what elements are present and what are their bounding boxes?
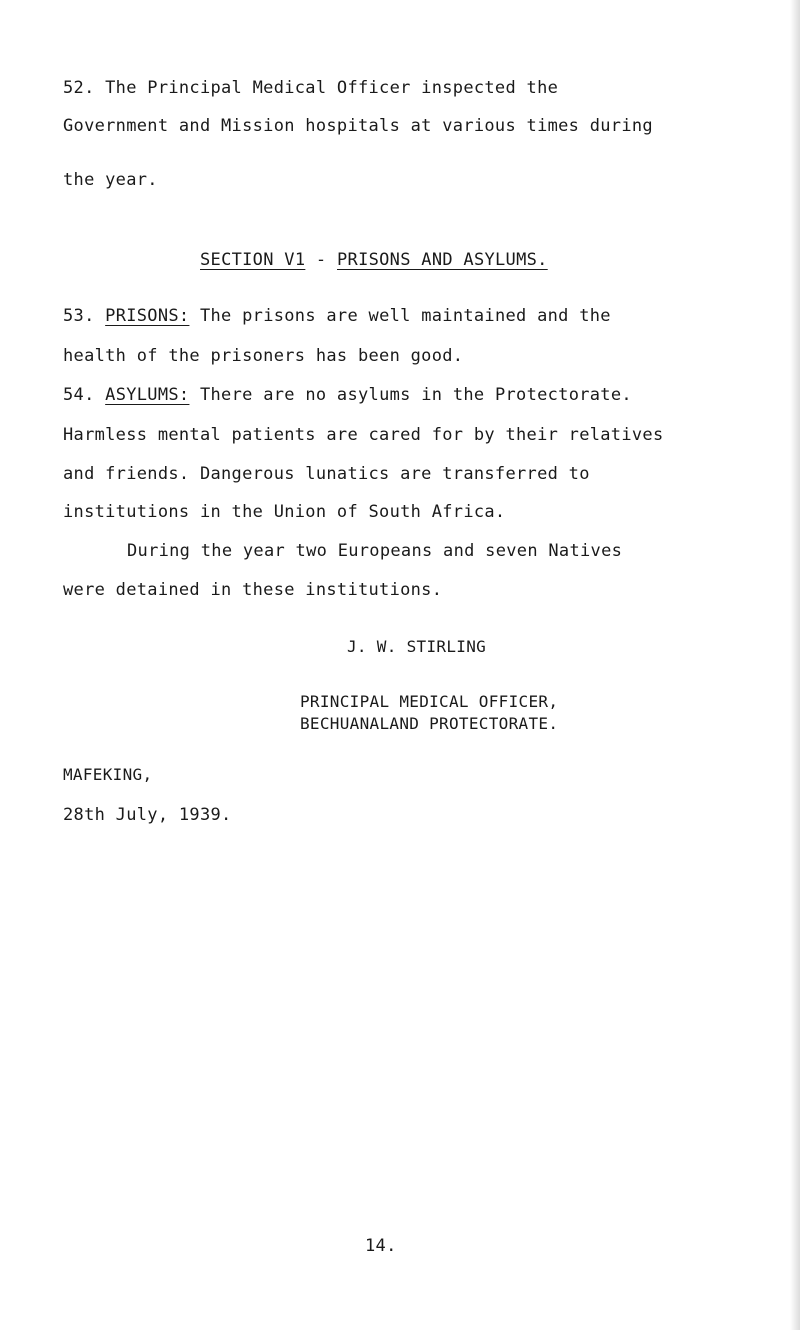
para-54-line-6: were detained in these institutions. xyxy=(63,580,443,600)
signature-org: BECHUANALAND PROTECTORATE. xyxy=(300,714,559,733)
para-53-line-2: health of the prisoners has been good. xyxy=(63,346,464,366)
para-53-line-1 xyxy=(63,306,611,326)
signature-title: PRINCIPAL MEDICAL OFFICER, xyxy=(300,692,559,711)
para-54-line-4: institutions in the Union of South Africa. xyxy=(63,502,506,522)
section-number: SECTION V1 xyxy=(200,250,306,270)
para-54-heading: ASYLUMS: xyxy=(105,385,190,405)
para-52-line-1: 52. The Principal Medical Officer inspected the xyxy=(63,78,559,98)
para-54-text: There are no asylums in the Protectorate. xyxy=(199,385,632,405)
signature-name: J. W. STIRLING xyxy=(347,637,487,656)
para-54-number: 54. xyxy=(63,385,95,405)
para-54-line-3: and friends. Dangerous lunatics are transferred to xyxy=(63,464,590,484)
page-edge-shadow xyxy=(790,0,800,1330)
section-dash: - xyxy=(315,250,327,270)
para-54-line-5: During the year two Europeans and seven Natives xyxy=(127,541,623,561)
para-52-line-2: Government and Mission hospitals at various times during xyxy=(63,116,653,136)
date: 28th July, 1939. xyxy=(63,805,232,825)
para-53-number: 53. xyxy=(63,306,95,326)
para-52-line-3: the year. xyxy=(63,170,158,190)
para-54-line-1 xyxy=(63,385,632,405)
para-53-heading: PRISONS: xyxy=(105,306,190,326)
page-number: 14. xyxy=(365,1236,397,1256)
section-heading xyxy=(200,250,548,270)
para-53-text: The prisons are well maintained and the xyxy=(199,306,611,326)
para-54-line-2: Harmless mental patients are cared for by their relatives xyxy=(63,425,664,445)
section-title: PRISONS AND ASYLUMS. xyxy=(337,250,548,270)
place: MAFEKING, xyxy=(63,765,153,784)
